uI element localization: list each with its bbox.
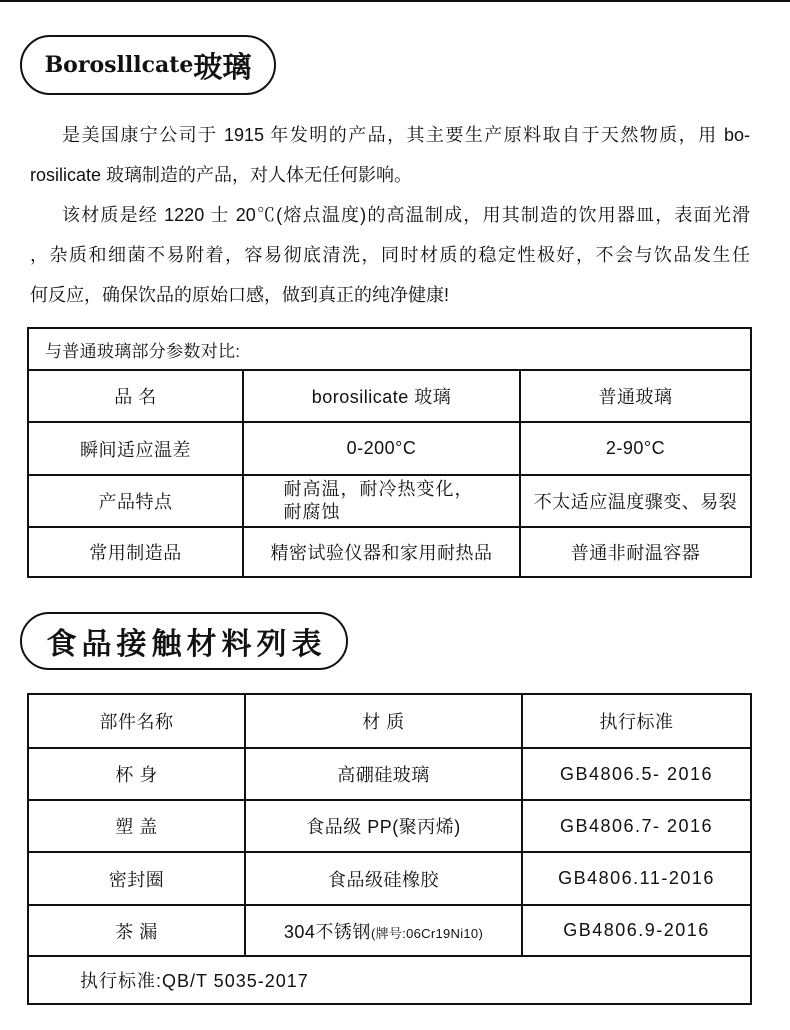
section-title-latin: Boroslllcate xyxy=(44,52,194,78)
table-cell: 2-90°C xyxy=(520,422,751,475)
table-row xyxy=(28,748,751,800)
table-row xyxy=(28,905,751,956)
column-header: 普通玻璃 xyxy=(520,370,751,422)
material-cell: 高硼硅玻璃 xyxy=(245,748,522,800)
table-cell-text: 耐高温，耐冷热变化，耐腐蚀 xyxy=(283,479,474,522)
part-cell: 茶 漏 xyxy=(28,905,245,956)
table-row xyxy=(28,527,751,577)
table-cell: 常用制造品 xyxy=(28,527,243,577)
section-title-borosilicate xyxy=(20,35,276,95)
table-cell: 精密试验仪器和家用耐热品 xyxy=(243,527,520,577)
standard-cell: GB4806.7- 2016 xyxy=(522,800,751,852)
standard-cell: GB4806.11-2016 xyxy=(522,852,751,905)
intro-line: rosilicate 玻璃制造的产品，对人体无任何影响。 xyxy=(30,165,413,185)
top-divider xyxy=(0,0,790,2)
column-header: borosilicate 玻璃 xyxy=(243,370,520,422)
table-header-row xyxy=(28,694,751,748)
table-cell-wrapped xyxy=(243,475,520,527)
standard-cell: GB4806.9-2016 xyxy=(522,905,751,956)
table-cell: 普通非耐温容器 xyxy=(520,527,751,577)
table-header-row xyxy=(28,370,751,422)
part-cell: 塑 盖 xyxy=(28,800,245,852)
table-row xyxy=(28,422,751,475)
material-cell: 食品级硅橡胶 xyxy=(245,852,522,905)
material-text: 304不锈钢 xyxy=(283,921,371,942)
intro-text xyxy=(30,115,750,315)
table-cell: 不太适应温度骤变、易裂 xyxy=(520,475,751,527)
standard-cell: GB4806.5- 2016 xyxy=(522,748,751,800)
intro-line: ，杂质和细菌不易附着，容易彻底清洗，同时材质的稳定性极好，不会与饮品发生任 xyxy=(30,245,750,265)
table-row xyxy=(28,800,751,852)
column-header: 部件名称 xyxy=(28,694,245,748)
section-title-cjk: 玻璃 xyxy=(193,51,252,84)
table-footer: 执行标准:QB/T 5035-2017 xyxy=(28,956,751,1004)
column-header: 品 名 xyxy=(28,370,243,422)
column-header: 执行标准 xyxy=(522,694,751,748)
table-caption-row xyxy=(28,328,751,370)
section-title-food-contact xyxy=(20,612,348,670)
intro-line: 该材质是经 1220 士 20℃(熔点温度)的高温制成，用其制造的饮用器皿，表面光滑 xyxy=(62,205,750,225)
table-cell: 产品特点 xyxy=(28,475,243,527)
table-cell: 瞬间适应温差 xyxy=(28,422,243,475)
table-row xyxy=(28,852,751,905)
material-grade-note: (牌号:06Cr19Ni10) xyxy=(370,925,484,941)
material-cell: 食品级 PP(聚丙烯) xyxy=(245,800,522,852)
comparison-table xyxy=(27,327,752,578)
table-footer-row xyxy=(28,956,751,1004)
table-cell: 0-200°C xyxy=(243,422,520,475)
section-title-text: 食品接触材料列表 xyxy=(46,628,327,661)
intro-line: 是美国康宁公司于 1915 年发明的产品，其主要生产原料取自于天然物质，用 bo- xyxy=(62,125,750,145)
material-cell xyxy=(245,905,522,956)
table-caption: 与普通玻璃部分参数对比: xyxy=(28,328,751,370)
part-cell: 密封圈 xyxy=(28,852,245,905)
table-row xyxy=(28,475,751,527)
materials-table xyxy=(27,693,752,1005)
column-header: 材 质 xyxy=(245,694,522,748)
part-cell: 杯 身 xyxy=(28,748,245,800)
intro-line: 何反应，确保饮品的原始口感，做到真正的纯净健康! xyxy=(30,285,449,305)
